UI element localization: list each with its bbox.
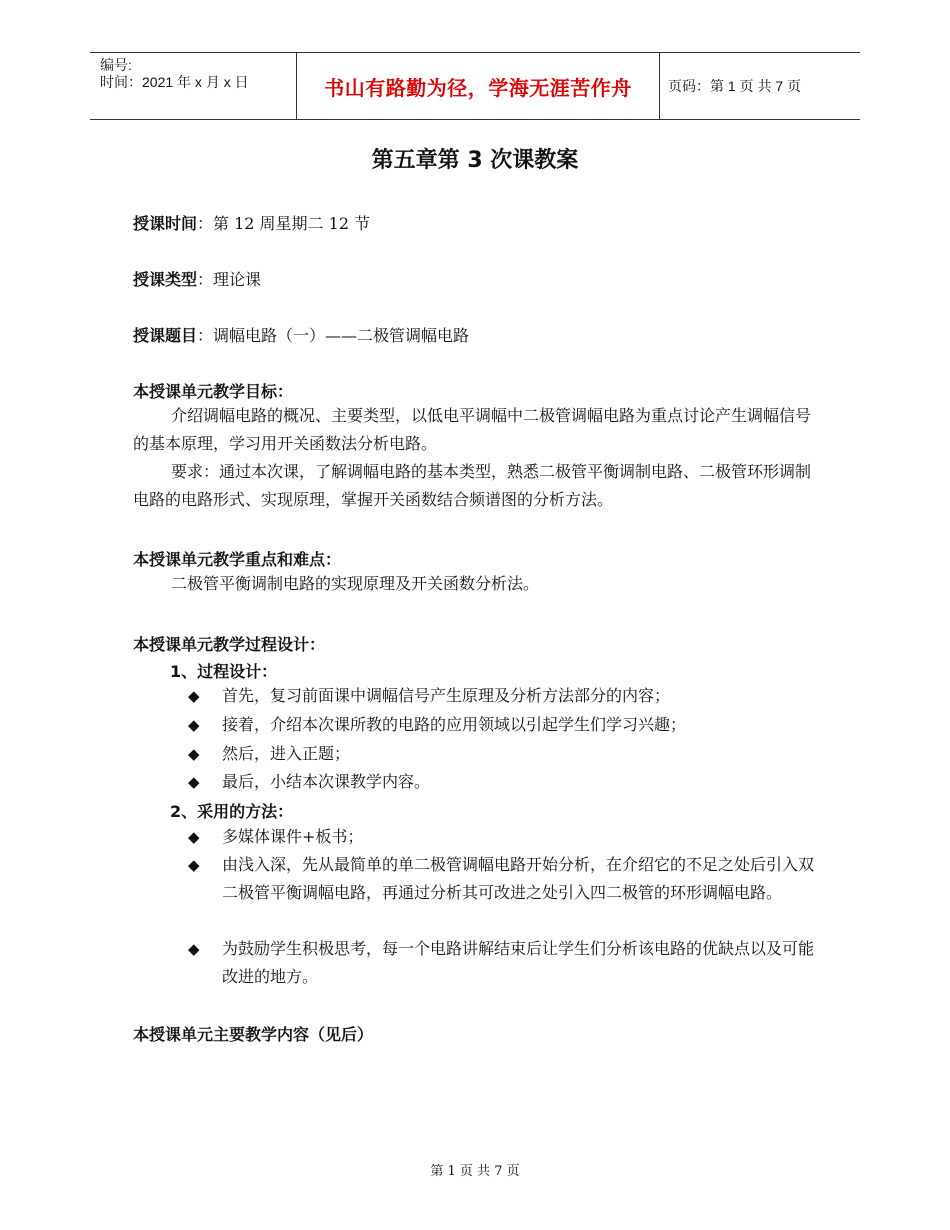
diamond-bullet-icon: ◆ [188, 773, 200, 791]
document-number-label: 编号: [100, 57, 132, 73]
list-item-text: 然后，进入正题； [222, 744, 351, 763]
field-lecture-topic-value: ：调幅电路（一）——二极管调幅电路 [197, 326, 470, 345]
list-item [188, 823, 828, 851]
list-item [188, 711, 828, 739]
field-lecture-type-value: ：理论课 [197, 270, 262, 289]
list-item-text: 最后，小结本次课教学内容。 [222, 772, 431, 791]
header-table [90, 52, 860, 120]
field-lecture-time-label: 授课时间 [133, 214, 198, 233]
header-motto: 书山有路勤为径，学海无涯苦作舟 [324, 75, 632, 100]
header-motto-cell [296, 53, 660, 119]
key-points-text: 二极管平衡调制电路的实现原理及开关函数分析法。 [171, 574, 540, 593]
list-item-text: 首先，复习前面课中调幅信号产生原理及分析方法部分的内容； [222, 686, 671, 705]
list-item [188, 851, 828, 907]
process-subheading-methods: 2、采用的方法： [170, 802, 294, 821]
diamond-bullet-icon: ◆ [188, 828, 200, 846]
list-item [188, 682, 828, 710]
document-time-label: 时间：2021 年 x 月 x 日 [100, 74, 249, 90]
header-page-cell [660, 53, 860, 119]
list-item-text: 为鼓励学生积极思考，每一个电路讲解结束后让学生们分析该电路的优缺点以及可能改进的地方。 [222, 939, 815, 986]
diamond-bullet-icon: ◆ [188, 687, 200, 705]
list-item-text: 接着，介绍本次课所教的电路的应用领域以引起学生们学习兴趣； [222, 715, 687, 734]
header-page-number: 页码：第 1 页 共 7 页 [668, 78, 802, 94]
list-item-text: 多媒体课件+板书； [222, 827, 364, 846]
field-lecture-time [133, 211, 370, 234]
goals-heading: 本授课单元教学目标： [133, 382, 294, 401]
document-title: 第五章第 3 次课教案 [371, 148, 579, 173]
field-lecture-topic-label: 授课题目 [133, 326, 198, 345]
header-meta [90, 53, 296, 119]
field-lecture-type-label: 授课类型 [133, 270, 198, 289]
diamond-bullet-icon: ◆ [188, 856, 200, 874]
list-item-text: 由浅入深，先从最简单的单二极管调幅电路开始分析，在介绍它的不足之处后引入双二极管平衡调幅电路，再通过分析其可改进之处引入四二极管的环形调幅电路。 [222, 855, 815, 902]
goals-paragraph-2: 要求：通过本次课，了解调幅电路的基本类型，熟悉二极管平衡调制电路、二极管环形调制电路的电路形式、实现原理，掌握开关函数结合频谱图的分析方法。 [133, 462, 812, 509]
list-item [188, 740, 828, 768]
field-lecture-topic [133, 323, 469, 346]
process-heading: 本授课单元教学过程设计： [133, 635, 326, 654]
key-points-heading: 本授课单元教学重点和难点： [133, 550, 342, 569]
diamond-bullet-icon: ◆ [188, 745, 200, 763]
goals-paragraph-1: 介绍调幅电路的概况、主要类型，以低电平调幅中二极管调幅电路为重点讨论产生调幅信号的基本原理，学习用开关函数法分析电路。 [133, 406, 812, 453]
list-item [188, 935, 828, 991]
diamond-bullet-icon: ◆ [188, 940, 200, 958]
list-item [188, 768, 828, 796]
field-lecture-time-value: ：第 12 周星期二 12 节 [197, 214, 371, 233]
main-content-heading: 本授课单元主要教学内容（见后） [133, 1025, 374, 1044]
field-lecture-type [133, 267, 261, 290]
page-footer: 第 1 页 共 7 页 [430, 1164, 520, 1179]
process-subheading-design: 1、过程设计： [170, 662, 278, 681]
diamond-bullet-icon: ◆ [188, 716, 200, 734]
